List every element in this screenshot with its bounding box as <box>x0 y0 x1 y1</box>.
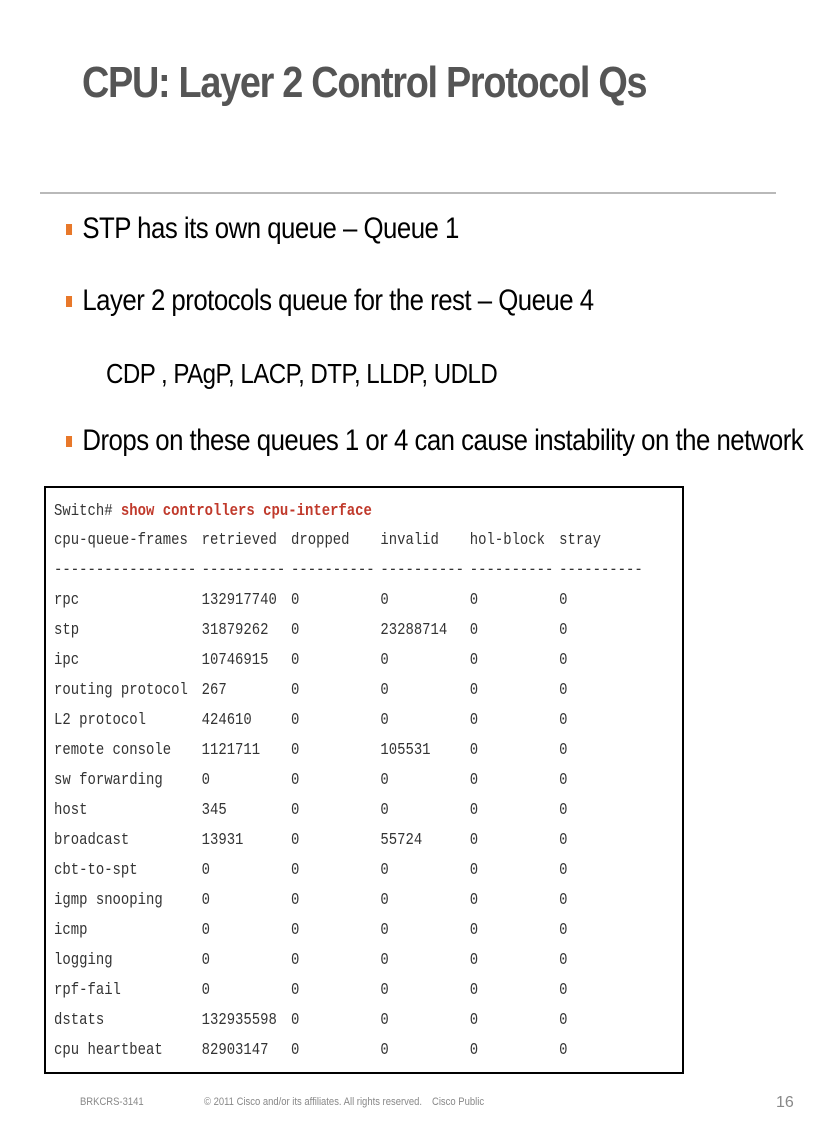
table-cell: 0 <box>559 831 568 850</box>
table-row <box>54 706 649 736</box>
table-cell: retrieved <box>201 531 277 550</box>
console-output-box <box>44 486 684 1074</box>
table-cell: ----------------- <box>54 561 197 580</box>
table-cell: 0 <box>290 711 300 730</box>
table-row <box>54 916 649 946</box>
table-cell: 0 <box>469 861 479 880</box>
table-row <box>54 826 649 856</box>
table-cell: 345 <box>201 801 227 820</box>
bullet-l2-queue <box>66 284 594 318</box>
table-cell: routing protocol <box>54 681 188 700</box>
table-cell: 0 <box>380 981 389 1000</box>
table-row <box>54 856 649 886</box>
table-cell: 0 <box>290 621 300 640</box>
bullet-text: STP has its own queue – Queue 1 <box>82 212 459 245</box>
table-cell: 0 <box>290 591 300 610</box>
footer-session-id: BRKCRS-3141 <box>80 1096 144 1108</box>
table-cell: 0 <box>559 861 568 880</box>
table-cell: 0 <box>559 891 568 910</box>
table-cell: 0 <box>380 891 389 910</box>
table-cell: host <box>54 801 88 820</box>
table-cell: 0 <box>559 981 568 1000</box>
table-cell: 0 <box>380 801 389 820</box>
table-cell: igmp snooping <box>54 891 163 910</box>
table-cell: 132917740 <box>201 591 277 610</box>
table-cell: ---------- <box>290 561 375 580</box>
table-cell: 0 <box>559 621 568 640</box>
table-cell: stray <box>559 531 601 550</box>
table-cell: 0 <box>469 951 479 970</box>
table-cell: ---------- <box>469 561 554 580</box>
table-cell: icmp <box>54 921 88 940</box>
table-cell: cpu-queue-frames <box>54 531 188 550</box>
table-cell: ---------- <box>559 561 643 580</box>
table-cell: 0 <box>201 981 210 1000</box>
table-cell: 0 <box>559 681 568 700</box>
footer-classification: Cisco Public <box>432 1096 485 1108</box>
table-cell: broadcast <box>54 831 130 850</box>
table-cell: 0 <box>469 651 479 670</box>
table-row <box>54 1006 649 1036</box>
table-cell: ---------- <box>201 561 286 580</box>
table-row <box>54 646 649 676</box>
bullet-text: Drops on these queues 1 or 4 can cause instability on the network <box>82 424 804 457</box>
table-cell: 55724 <box>380 831 423 850</box>
footer-copyright: © 2011 Cisco and/or its affiliates. All rights reserved. <box>204 1096 422 1108</box>
table-cell: 0 <box>201 861 210 880</box>
table-cell: 0 <box>201 771 210 790</box>
table-row <box>54 946 649 976</box>
table-cell: 23288714 <box>380 621 448 640</box>
table-cell: 0 <box>380 711 389 730</box>
table-cell: 0 <box>380 771 389 790</box>
table-row <box>54 616 649 646</box>
table-row <box>54 1036 649 1066</box>
table-row <box>54 766 649 796</box>
table-cell: 0 <box>290 891 300 910</box>
table-row <box>54 976 649 1006</box>
table-cell: rpc <box>54 591 80 610</box>
table-cell: 0 <box>559 1011 568 1030</box>
title-divider <box>40 192 776 194</box>
table-body <box>54 586 649 1066</box>
table-cell: 0 <box>290 981 300 1000</box>
table-cell: 132935598 <box>201 1011 277 1030</box>
table-cell: 31879262 <box>201 621 269 640</box>
table-row <box>54 736 649 766</box>
table-cell: 0 <box>290 801 300 820</box>
table-cell: 0 <box>380 1011 389 1030</box>
table-cell: 0 <box>559 801 568 820</box>
table-cell: 0 <box>559 651 568 670</box>
table-cell: 0 <box>469 711 479 730</box>
table-cell: invalid <box>380 531 439 550</box>
table-cell: 105531 <box>380 741 431 760</box>
table-cell: 0 <box>290 861 300 880</box>
table-cell: stp <box>54 621 80 640</box>
table-cell: 0 <box>469 741 479 760</box>
table-cell: cpu heartbeat <box>54 1041 163 1060</box>
table-cell: 0 <box>380 681 389 700</box>
table-cell: 0 <box>290 741 300 760</box>
table-cell: 0 <box>469 831 479 850</box>
table-cell: 0 <box>290 651 300 670</box>
table-cell: 0 <box>469 981 479 1000</box>
table-cell: L2 protocol <box>54 711 147 730</box>
table-cell: 0 <box>290 1041 300 1060</box>
bullet-drops <box>66 424 803 458</box>
table-cell: remote console <box>54 741 172 760</box>
table-cell: 0 <box>380 591 389 610</box>
table-row <box>54 676 649 706</box>
table-cell: 0 <box>290 951 300 970</box>
table-cell: 0 <box>201 891 210 910</box>
table-cell: 0 <box>469 801 479 820</box>
table-cell: 0 <box>380 951 389 970</box>
command-line <box>54 498 649 526</box>
table-cell: dstats <box>54 1011 105 1030</box>
table-row <box>54 796 649 826</box>
table-cell: 0 <box>469 681 479 700</box>
page-number: 16 <box>776 1094 794 1111</box>
table-cell: 0 <box>201 921 210 940</box>
table-cell: ---------- <box>380 561 465 580</box>
console-prompt: Switch# <box>54 502 113 521</box>
console-command: show controllers cpu-interface <box>120 502 372 521</box>
table-cell: 0 <box>559 771 568 790</box>
slide-title: CPU: Layer 2 Control Protocol Qs <box>82 58 647 107</box>
bullet-square-icon <box>66 296 72 307</box>
table-cell: 0 <box>380 651 389 670</box>
console-output <box>54 498 649 1066</box>
table-cell: 13931 <box>201 831 244 850</box>
table-cell: 0 <box>290 1011 300 1030</box>
protocols-line: CDP , PAgP, LACP, DTP, LLDP, UDLD <box>106 358 498 389</box>
table-cell: hol-block <box>469 531 546 550</box>
table-cell: 0 <box>469 921 479 940</box>
table-cell: 0 <box>559 591 568 610</box>
table-cell: 1121711 <box>201 741 261 760</box>
table-cell: 0 <box>290 771 300 790</box>
table-cell: 0 <box>290 831 300 850</box>
table-cell: 0 <box>380 1041 389 1060</box>
table-cell: cbt-to-spt <box>54 861 138 880</box>
table-cell: 0 <box>380 861 389 880</box>
table-cell: 0 <box>559 1041 568 1060</box>
table-cell: 82903147 <box>201 1041 269 1060</box>
table-cell: 0 <box>380 921 389 940</box>
bullet-square-icon <box>66 224 72 235</box>
table-cell: 424610 <box>201 711 252 730</box>
bullet-square-icon <box>66 436 72 447</box>
table-cell: 0 <box>559 741 568 760</box>
table-cell: 267 <box>201 681 227 700</box>
table-cell: 0 <box>469 1011 479 1030</box>
table-cell: 0 <box>559 951 568 970</box>
table-separator-row <box>54 556 649 586</box>
table-cell: ipc <box>54 651 80 670</box>
table-cell: 0 <box>290 921 300 940</box>
table-row <box>54 586 649 616</box>
table-header-row <box>54 526 649 556</box>
table-cell: 0 <box>559 921 568 940</box>
table-cell: sw forwarding <box>54 771 163 790</box>
table-cell: 0 <box>469 891 479 910</box>
table-cell: 0 <box>290 681 300 700</box>
table-cell: 0 <box>469 591 479 610</box>
table-cell: 0 <box>201 951 210 970</box>
table-cell: dropped <box>290 531 350 550</box>
table-cell: rpf-fail <box>54 981 121 1000</box>
table-cell: logging <box>54 951 113 970</box>
table-cell: 0 <box>469 621 479 640</box>
table-row <box>54 886 649 916</box>
table-cell: 0 <box>559 711 568 730</box>
table-cell: 0 <box>469 771 479 790</box>
bullet-stp-queue <box>66 212 459 246</box>
table-cell: 10746915 <box>201 651 269 670</box>
table-cell: 0 <box>469 1041 479 1060</box>
bullet-text: Layer 2 protocols queue for the rest – Queue 4 <box>82 284 594 317</box>
